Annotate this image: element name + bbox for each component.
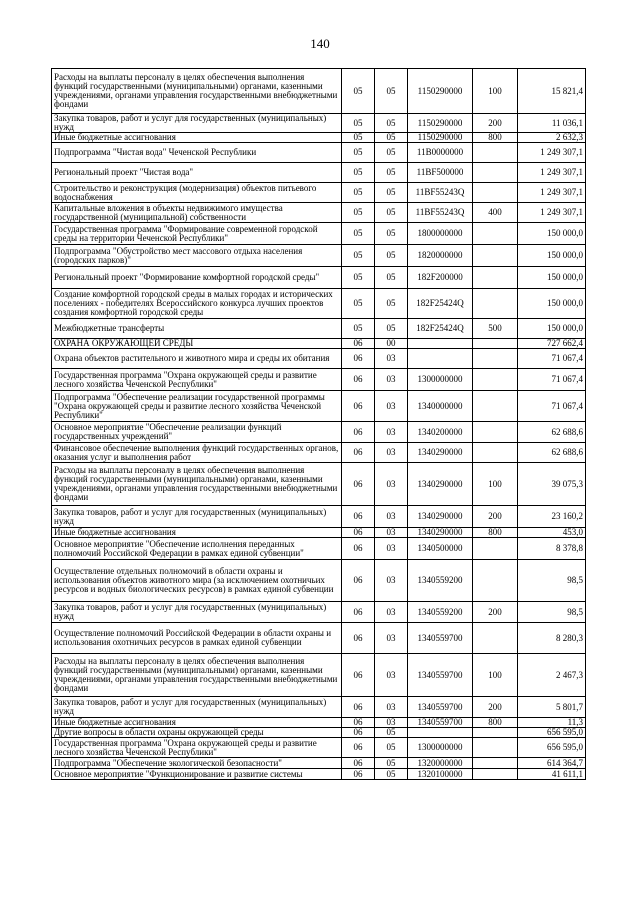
row-target-article-cell: 182F25424Q xyxy=(408,319,473,339)
row-section-cell: 05 xyxy=(342,69,375,114)
row-name-cell: Государственная программа "Охрана окружающей среды и развитие лесного хозяйства Чеченской Республики" xyxy=(52,738,342,758)
row-expense-type-cell xyxy=(473,245,518,267)
row-name-cell: Подпрограмма "Обустройство мест массового отдыха населения (городских парков)" xyxy=(52,245,342,267)
row-sum-cell: 150 000,0 xyxy=(518,267,586,289)
row-target-article-cell: 11В0000000 xyxy=(408,143,473,163)
row-sum-cell: 150 000,0 xyxy=(518,245,586,267)
row-expense-type-cell xyxy=(473,289,518,319)
row-subsection-cell: 05 xyxy=(375,289,408,319)
row-expense-type-cell xyxy=(473,769,518,780)
row-name-cell: Осуществление отдельных полномочий в области охраны и использования объектов животного мира (за исключением охотничьих ресурсов и водных биологических ресурсов) в рамках единой субвенции xyxy=(52,560,342,602)
row-sum-cell: 23 160,2 xyxy=(518,506,586,528)
row-subsection-cell: 03 xyxy=(375,718,408,728)
row-subsection-cell: 05 xyxy=(375,133,408,143)
row-target-article-cell: 1340559700 xyxy=(408,623,473,654)
table-row xyxy=(52,422,586,443)
row-expense-type-cell: 800 xyxy=(473,133,518,143)
row-sum-cell: 62 688,6 xyxy=(518,443,586,463)
row-section-cell: 06 xyxy=(342,718,375,728)
row-expense-type-cell xyxy=(473,183,518,203)
table-row xyxy=(52,769,586,780)
row-target-article-cell: 11ВF500000 xyxy=(408,163,473,183)
row-sum-cell: 15 821,4 xyxy=(518,69,586,114)
table-row xyxy=(52,738,586,758)
row-sum-cell: 656 595,0 xyxy=(518,738,586,758)
row-sum-cell: 39 075,3 xyxy=(518,463,586,506)
row-expense-type-cell: 100 xyxy=(473,654,518,697)
row-expense-type-cell xyxy=(473,369,518,391)
row-name-cell: Основное мероприятие "Обеспечение исполнения переданных полномочий Российской Федерации в рамках единой субвенции" xyxy=(52,538,342,560)
row-name-cell: Основное мероприятие "Функционирование и развитие системы xyxy=(52,769,342,780)
row-target-article-cell: 1300000000 xyxy=(408,738,473,758)
table-row xyxy=(52,133,586,143)
row-target-article-cell: 1340559700 xyxy=(408,654,473,697)
row-expense-type-cell xyxy=(473,560,518,602)
row-sum-cell: 1 249 307,1 xyxy=(518,143,586,163)
table-row xyxy=(52,163,586,183)
row-expense-type-cell: 200 xyxy=(473,114,518,133)
row-section-cell: 06 xyxy=(342,758,375,769)
row-subsection-cell: 03 xyxy=(375,443,408,463)
row-expense-type-cell: 200 xyxy=(473,697,518,718)
row-name-cell: Иные бюджетные ассигнования xyxy=(52,718,342,728)
row-sum-cell: 2 632,3 xyxy=(518,133,586,143)
row-expense-type-cell xyxy=(473,391,518,422)
row-sum-cell: 1 249 307,1 xyxy=(518,183,586,203)
row-subsection-cell: 03 xyxy=(375,697,408,718)
row-target-article-cell: 1320000000 xyxy=(408,758,473,769)
row-target-article-cell: 1820000000 xyxy=(408,245,473,267)
row-subsection-cell: 05 xyxy=(375,183,408,203)
row-name-cell: Создание комфортной городской среды в малых городах и исторических поселениях - победителях Всероссийского конкурса лучших проектов создания комфортной городской среды xyxy=(52,289,342,319)
row-name-cell: Региональный проект "Формирование комфортной городской среды" xyxy=(52,267,342,289)
row-sum-cell: 98,5 xyxy=(518,602,586,623)
row-section-cell: 06 xyxy=(342,697,375,718)
table-row xyxy=(52,245,586,267)
row-section-cell: 06 xyxy=(342,349,375,369)
row-name-cell: Иные бюджетные ассигнования xyxy=(52,133,342,143)
row-subsection-cell: 05 xyxy=(375,758,408,769)
row-target-article-cell: 1340290000 xyxy=(408,443,473,463)
table-row xyxy=(52,339,586,349)
row-name-cell: Финансовое обеспечение выполнения функций государственных органов, оказания услуг и выполнения работ xyxy=(52,443,342,463)
table-row xyxy=(52,203,586,223)
page-number: 140 xyxy=(310,36,330,51)
row-name-cell: Капитальные вложения в объекты недвижимого имущества государственной (муниципальной) собственности xyxy=(52,203,342,223)
row-target-article-cell: 1300000000 xyxy=(408,369,473,391)
row-sum-cell: 98,5 xyxy=(518,560,586,602)
row-name-cell: Закупка товаров, работ и услуг для государственных (муниципальных) нужд xyxy=(52,506,342,528)
row-expense-type-cell: 400 xyxy=(473,203,518,223)
row-expense-type-cell: 100 xyxy=(473,69,518,114)
row-sum-cell: 62 688,6 xyxy=(518,422,586,443)
row-expense-type-cell xyxy=(473,223,518,245)
budget-table-body xyxy=(52,69,586,780)
row-sum-cell: 656 595,0 xyxy=(518,728,586,738)
row-name-cell: Иные бюджетные ассигнования xyxy=(52,528,342,538)
row-sum-cell: 41 611,1 xyxy=(518,769,586,780)
row-name-cell: Осуществление полномочий Российской Федерации в области охраны и использования охотничьих ресурсов в рамках единой субвенции xyxy=(52,623,342,654)
row-section-cell: 05 xyxy=(342,183,375,203)
table-row xyxy=(52,443,586,463)
row-section-cell: 05 xyxy=(342,245,375,267)
row-target-article-cell: 1340559700 xyxy=(408,718,473,728)
row-expense-type-cell xyxy=(473,163,518,183)
row-subsection-cell: 03 xyxy=(375,391,408,422)
row-target-article-cell: 11ВF55243Q xyxy=(408,203,473,223)
row-section-cell: 06 xyxy=(342,728,375,738)
table-row xyxy=(52,391,586,422)
row-section-cell: 05 xyxy=(342,114,375,133)
row-target-article-cell: 1340559700 xyxy=(408,697,473,718)
row-section-cell: 06 xyxy=(342,506,375,528)
row-subsection-cell: 05 xyxy=(375,143,408,163)
table-row xyxy=(52,718,586,728)
row-section-cell: 05 xyxy=(342,319,375,339)
row-section-cell: 05 xyxy=(342,133,375,143)
row-expense-type-cell xyxy=(473,443,518,463)
row-name-cell: Региональный проект "Чистая вода" xyxy=(52,163,342,183)
row-expense-type-cell xyxy=(473,738,518,758)
row-name-cell: Расходы на выплаты персоналу в целях обеспечения выполнения функций государственными (муниципальными) органами, казенными учреждениями, органами управления государственными внебюджетными фондами xyxy=(52,654,342,697)
row-subsection-cell: 03 xyxy=(375,463,408,506)
row-target-article-cell: 1340290000 xyxy=(408,506,473,528)
row-name-cell: Строительство и реконструкция (модернизация) объектов питьевого водоснабжения xyxy=(52,183,342,203)
row-subsection-cell: 03 xyxy=(375,422,408,443)
row-target-article-cell: 1340000000 xyxy=(408,391,473,422)
row-section-cell: 05 xyxy=(342,289,375,319)
row-section-cell: 06 xyxy=(342,769,375,780)
table-row xyxy=(52,369,586,391)
row-sum-cell: 11 036,1 xyxy=(518,114,586,133)
table-row xyxy=(52,560,586,602)
row-sum-cell: 150 000,0 xyxy=(518,289,586,319)
row-target-article-cell: 182F200000 xyxy=(408,267,473,289)
row-target-article-cell: 1340200000 xyxy=(408,422,473,443)
row-name-cell: Основное мероприятие "Обеспечение реализации функций государственных учреждений" xyxy=(52,422,342,443)
row-sum-cell: 71 067,4 xyxy=(518,369,586,391)
row-name-cell: Межбюджетные трансферты xyxy=(52,319,342,339)
table-row xyxy=(52,69,586,114)
row-sum-cell: 71 067,4 xyxy=(518,391,586,422)
row-sum-cell: 453,0 xyxy=(518,528,586,538)
row-expense-type-cell: 200 xyxy=(473,602,518,623)
row-sum-cell: 8 280,3 xyxy=(518,623,586,654)
table-row xyxy=(52,183,586,203)
row-target-article-cell xyxy=(408,349,473,369)
row-name-cell: Подпрограмма "Обеспечение реализации государственной программы "Охрана окружающей среды и развитие лесного хозяйства Чеченской Республики" xyxy=(52,391,342,422)
row-expense-type-cell: 800 xyxy=(473,718,518,728)
row-subsection-cell: 03 xyxy=(375,654,408,697)
row-sum-cell: 2 467,3 xyxy=(518,654,586,697)
row-subsection-cell: 05 xyxy=(375,223,408,245)
row-subsection-cell: 05 xyxy=(375,203,408,223)
table-row xyxy=(52,267,586,289)
row-sum-cell: 727 662,4 xyxy=(518,339,586,349)
row-name-cell: Государственная программа "Формирование современной городской среды на территории Чеченской Республики" xyxy=(52,223,342,245)
row-section-cell: 06 xyxy=(342,369,375,391)
row-section-cell: 06 xyxy=(342,339,375,349)
row-section-cell: 06 xyxy=(342,391,375,422)
row-section-cell: 05 xyxy=(342,203,375,223)
row-expense-type-cell xyxy=(473,728,518,738)
row-section-cell: 06 xyxy=(342,443,375,463)
row-sum-cell: 150 000,0 xyxy=(518,319,586,339)
row-section-cell: 06 xyxy=(342,538,375,560)
table-row xyxy=(52,463,586,506)
row-sum-cell: 1 249 307,1 xyxy=(518,163,586,183)
row-name-cell: Охрана объектов растительного и животного мира и среды их обитания xyxy=(52,349,342,369)
row-name-cell: Закупка товаров, работ и услуг для государственных (муниципальных) нужд xyxy=(52,697,342,718)
row-expense-type-cell xyxy=(473,538,518,560)
table-row xyxy=(52,697,586,718)
row-subsection-cell: 05 xyxy=(375,769,408,780)
table-row xyxy=(52,223,586,245)
row-subsection-cell: 03 xyxy=(375,506,408,528)
row-section-cell: 05 xyxy=(342,223,375,245)
table-row xyxy=(52,143,586,163)
row-section-cell: 06 xyxy=(342,528,375,538)
table-row xyxy=(52,349,586,369)
row-name-cell: Другие вопросы в области охраны окружающей среды xyxy=(52,728,342,738)
row-section-cell: 05 xyxy=(342,143,375,163)
row-name-cell: Подпрограмма "Обеспечение экологической безопасности" xyxy=(52,758,342,769)
table-row xyxy=(52,538,586,560)
row-expense-type-cell xyxy=(473,349,518,369)
row-target-article-cell: 1340559200 xyxy=(408,602,473,623)
row-section-cell: 05 xyxy=(342,267,375,289)
row-subsection-cell: 05 xyxy=(375,69,408,114)
row-expense-type-cell xyxy=(473,267,518,289)
row-sum-cell: 11,3 xyxy=(518,718,586,728)
row-section-cell: 06 xyxy=(342,422,375,443)
row-section-cell: 06 xyxy=(342,463,375,506)
row-target-article-cell: 1340290000 xyxy=(408,528,473,538)
row-name-cell: ОХРАНА ОКРУЖАЮЩЕЙ СРЕДЫ xyxy=(52,339,342,349)
table-row xyxy=(52,506,586,528)
row-target-article-cell: 1340290000 xyxy=(408,463,473,506)
row-sum-cell: 1 249 307,1 xyxy=(518,203,586,223)
row-subsection-cell: 05 xyxy=(375,245,408,267)
row-subsection-cell: 03 xyxy=(375,602,408,623)
row-expense-type-cell xyxy=(473,623,518,654)
row-name-cell: Расходы на выплаты персоналу в целях обеспечения выполнения функций государственными (муниципальными) органами, казенными учреждениями, органами управления государственными внебюджетными фондами xyxy=(52,69,342,114)
row-subsection-cell: 03 xyxy=(375,623,408,654)
row-section-cell: 06 xyxy=(342,654,375,697)
table-row xyxy=(52,728,586,738)
row-target-article-cell xyxy=(408,728,473,738)
row-target-article-cell: 11ВF55243Q xyxy=(408,183,473,203)
table-row xyxy=(52,319,586,339)
row-subsection-cell: 03 xyxy=(375,560,408,602)
row-name-cell: Подпрограмма "Чистая вода" Чеченской Республики xyxy=(52,143,342,163)
table-row xyxy=(52,602,586,623)
row-subsection-cell: 05 xyxy=(375,728,408,738)
row-subsection-cell: 05 xyxy=(375,114,408,133)
row-target-article-cell: 182F25424Q xyxy=(408,289,473,319)
row-name-cell: Расходы на выплаты персоналу в целях обеспечения выполнения функций государственными (муниципальными) органами, казенными учреждениями, органами управления государственными внебюджетными фондами xyxy=(52,463,342,506)
row-subsection-cell: 05 xyxy=(375,738,408,758)
row-section-cell: 05 xyxy=(342,163,375,183)
row-sum-cell: 5 801,7 xyxy=(518,697,586,718)
row-name-cell: Закупка товаров, работ и услуг для государственных (муниципальных) нужд xyxy=(52,114,342,133)
row-expense-type-cell: 800 xyxy=(473,528,518,538)
row-expense-type-cell: 200 xyxy=(473,506,518,528)
row-subsection-cell: 05 xyxy=(375,163,408,183)
row-subsection-cell: 05 xyxy=(375,319,408,339)
row-sum-cell: 8 378,8 xyxy=(518,538,586,560)
row-expense-type-cell xyxy=(473,758,518,769)
row-section-cell: 06 xyxy=(342,560,375,602)
row-expense-type-cell xyxy=(473,422,518,443)
row-expense-type-cell xyxy=(473,143,518,163)
row-subsection-cell: 03 xyxy=(375,538,408,560)
row-expense-type-cell: 500 xyxy=(473,319,518,339)
row-target-article-cell: 1320100000 xyxy=(408,769,473,780)
row-target-article-cell: 1340559200 xyxy=(408,560,473,602)
row-subsection-cell: 00 xyxy=(375,339,408,349)
table-row xyxy=(52,623,586,654)
row-name-cell: Закупка товаров, работ и услуг для государственных (муниципальных) нужд xyxy=(52,602,342,623)
row-expense-type-cell: 100 xyxy=(473,463,518,506)
table-row xyxy=(52,528,586,538)
row-target-article-cell xyxy=(408,339,473,349)
row-target-article-cell: 1150290000 xyxy=(408,133,473,143)
table-row xyxy=(52,289,586,319)
row-target-article-cell: 1150290000 xyxy=(408,114,473,133)
row-subsection-cell: 05 xyxy=(375,267,408,289)
table-row xyxy=(52,654,586,697)
row-target-article-cell: 1340500000 xyxy=(408,538,473,560)
row-expense-type-cell xyxy=(473,339,518,349)
row-sum-cell: 150 000,0 xyxy=(518,223,586,245)
row-section-cell: 06 xyxy=(342,602,375,623)
row-subsection-cell: 03 xyxy=(375,349,408,369)
table-row xyxy=(52,114,586,133)
row-section-cell: 06 xyxy=(342,623,375,654)
row-section-cell: 06 xyxy=(342,738,375,758)
row-subsection-cell: 03 xyxy=(375,369,408,391)
row-target-article-cell: 1800000000 xyxy=(408,223,473,245)
row-sum-cell: 614 364,7 xyxy=(518,758,586,769)
table-row xyxy=(52,758,586,769)
row-subsection-cell: 03 xyxy=(375,528,408,538)
budget-table xyxy=(51,68,586,780)
row-sum-cell: 71 067,4 xyxy=(518,349,586,369)
row-target-article-cell: 1150290000 xyxy=(408,69,473,114)
row-name-cell: Государственная программа "Охрана окружающей среды и развитие лесного хозяйства Чеченской Республики" xyxy=(52,369,342,391)
